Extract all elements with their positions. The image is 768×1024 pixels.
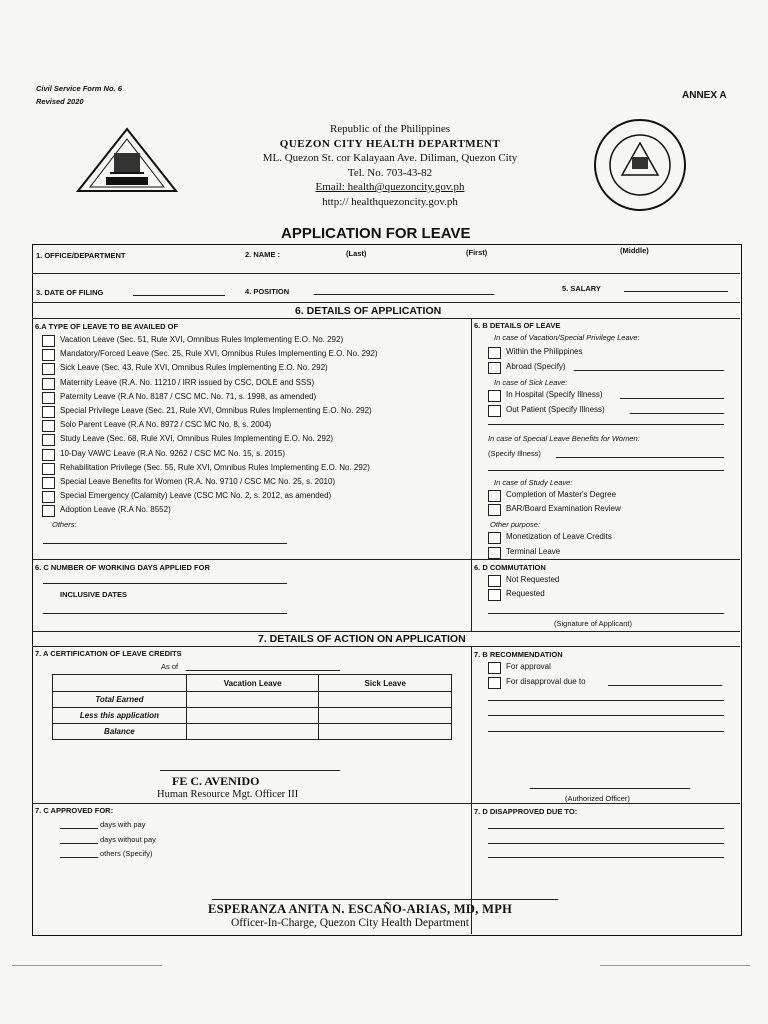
disapproval-reason-input[interactable]: [608, 685, 722, 686]
for-approval-checkbox[interactable]: [488, 662, 501, 674]
monetization-label: Monetization of Leave Credits: [506, 532, 612, 541]
terminal-checkbox[interactable]: [488, 547, 501, 559]
oic-name: ESPERANZA ANITA N. ESCAÑO-ARIAS, MD, MPH: [208, 902, 513, 916]
letterhead-tel: Tel. No. 703-43-82: [347, 166, 433, 179]
total-earned-sick-cell[interactable]: [319, 692, 452, 708]
section7-title: 7. DETAILS OF ACTION ON APPLICATION: [258, 633, 466, 645]
less-application-sick-cell[interactable]: [319, 708, 452, 724]
row-balance: Balance: [53, 724, 187, 740]
days-without-pay-input[interactable]: [60, 843, 98, 844]
leave-type-checkbox[interactable]: [42, 434, 55, 446]
leave-type-checkbox[interactable]: [42, 477, 55, 489]
sick-case-label: In case of Sick Leave:: [494, 378, 568, 387]
col-sick-leave: Sick Leave: [319, 675, 452, 692]
others-specify-input[interactable]: [60, 857, 98, 858]
name-last-label: (Last): [346, 249, 367, 258]
not-requested-label: Not Requested: [506, 575, 560, 584]
form-id: Civil Service Form No. 6: [36, 84, 122, 93]
leave-type-label: Rehabilitation Privilege (Sec. 55, Rule XVI, Omnibus Rules Implementing E.O. No. 292): [60, 462, 370, 472]
section7d-title: 7. D DISAPPROVED DUE TO:: [474, 807, 578, 816]
leave-type-checkbox[interactable]: [42, 363, 55, 375]
col-vacation-leave: Vacation Leave: [186, 675, 319, 692]
bar-review-checkbox[interactable]: [488, 504, 501, 516]
women-case-label: In case of Special Leave Benefits for Women:: [488, 434, 640, 443]
leave-type-checkbox[interactable]: [42, 491, 55, 503]
position-label: 4. POSITION: [245, 287, 290, 296]
left-seal: [76, 127, 178, 195]
for-approval-label: For approval: [506, 662, 551, 671]
others-label: Others:: [52, 520, 77, 529]
right-seal-icon: [592, 117, 688, 213]
disapproved-reason-line-3[interactable]: [488, 857, 724, 858]
disapproved-reason-line-1[interactable]: [488, 828, 724, 829]
authorized-officer-label: (Authorized Officer): [565, 794, 630, 803]
in-hospital-label: In Hospital (Specify Illness): [506, 390, 603, 399]
office-label: 1. OFFICE/DEPARTMENT: [36, 251, 126, 260]
name-middle-label: (Middle): [620, 246, 649, 255]
leave-type-label: Special Privilege Leave (Sec. 21, Rule XVI, Omnibus Rules Implementing E.O. No. 292): [60, 406, 372, 415]
right-seal: [592, 117, 688, 213]
date-filing-label: 3. DATE OF FILING: [36, 288, 104, 297]
section7c-title: 7. C APPROVED FOR:: [35, 806, 114, 815]
letterhead-department: QUEZON CITY HEALTH DEPARTMENT: [279, 137, 501, 150]
section7b-title: 7. B RECOMMENDATION: [474, 650, 563, 659]
abroad-label: Abroad (Specify): [506, 362, 566, 371]
leave-type-checkbox[interactable]: [42, 335, 55, 347]
applicant-signature-label: (Signature of Applicant): [554, 619, 632, 628]
leave-type-label: 10-Day VAWC Leave (R.A No. 9262 / CSC MC No. 15, s. 2015): [60, 448, 285, 458]
masters-label: Completion of Master's Degree: [506, 490, 617, 499]
leave-type-label: Maternity Leave (R.A. No. 11210 / IRR issued by CSC, DOLE and SSS): [60, 377, 315, 387]
leave-type-label: Sick Leave (Sec. 43, Rule XVI, Omnibus Rules Implementing E.O. No. 292): [60, 363, 328, 373]
specify-illness-label: (Specify Illness): [488, 449, 541, 458]
section6d-title: 6. D COMMUTATION: [474, 563, 546, 572]
leave-type-checkbox[interactable]: [42, 392, 55, 404]
other-purpose-label: Other purpose:: [490, 520, 541, 529]
form-frame: [32, 244, 742, 936]
position-input[interactable]: [314, 294, 494, 295]
leave-type-checkbox[interactable]: [42, 406, 55, 418]
requested-label: Requested: [506, 589, 545, 598]
leave-type-checkbox[interactable]: [42, 449, 55, 461]
less-application-vacation-cell[interactable]: [186, 708, 319, 724]
inclusive-dates-label: INCLUSIVE DATES: [60, 590, 127, 599]
leave-type-label: Solo Parent Leave (R.A No. 8972 / CSC MC No. 8, s. 2004): [60, 420, 272, 430]
within-philippines-checkbox[interactable]: [488, 347, 501, 359]
letterhead: [260, 122, 520, 209]
letterhead-email: Email: health@quezoncity.gov.ph: [315, 181, 465, 193]
days-with-pay-label: days with pay: [100, 820, 146, 829]
row-total-earned: Total Earned: [53, 692, 187, 708]
for-disapproval-checkbox[interactable]: [488, 677, 501, 689]
bar-review-label: BAR/Board Examination Review: [506, 504, 621, 513]
specify-illness-input[interactable]: [556, 457, 724, 458]
requested-checkbox[interactable]: [488, 589, 501, 601]
leave-type-label: Vacation Leave (Sec. 51, Rule XVI, Omnibus Rules Implementing E.O. No. 292): [60, 335, 344, 344]
others-input[interactable]: [43, 543, 287, 544]
name-label: 2. NAME :: [245, 250, 281, 259]
out-patient-input[interactable]: [630, 413, 724, 414]
leave-type-checkbox[interactable]: [42, 505, 55, 517]
leave-type-checkbox[interactable]: [42, 378, 55, 390]
oic-signature-line[interactable]: [212, 899, 558, 900]
section6c-title: 6. C NUMBER OF WORKING DAYS APPLIED FOR: [35, 563, 210, 572]
total-earned-vacation-cell[interactable]: [186, 692, 319, 708]
date-filing-input[interactable]: [133, 295, 225, 296]
masters-checkbox[interactable]: [488, 490, 501, 502]
others-specify-label: others (Specify): [100, 849, 153, 858]
days-without-pay-label: days without pay: [100, 835, 156, 844]
leave-type-label: Adoption Leave (R.A No. 8552): [60, 505, 171, 515]
balance-sick-cell[interactable]: [319, 724, 452, 740]
salary-input[interactable]: [624, 291, 728, 292]
disapproved-reason-line-2[interactable]: [488, 843, 724, 844]
out-patient-checkbox[interactable]: [488, 405, 501, 417]
hr-officer-title: Human Resource Mgt. Officer III: [157, 789, 299, 800]
leave-type-label: Special Leave Benefits for Women (R.A. No. 9710 / CSC MC No. 25, s. 2010): [60, 477, 336, 486]
balance-vacation-cell[interactable]: [186, 724, 319, 740]
salary-label: 5. SALARY: [562, 284, 601, 293]
as-of-input[interactable]: [186, 670, 340, 671]
section6a-title: 6.A TYPE OF LEAVE TO BE AVAILED OF: [35, 322, 179, 331]
authorized-officer-signature-line[interactable]: [530, 788, 690, 789]
working-days-input[interactable]: [43, 583, 287, 584]
leave-type-label: Study Leave (Sec. 68, Rule XVI, Omnibus Rules Implementing E.O. No. 292): [60, 434, 334, 444]
annex-label: ANNEX A: [682, 90, 727, 101]
left-seal-icon: [76, 127, 178, 195]
days-with-pay-input[interactable]: [60, 828, 98, 829]
leave-credits-table: [52, 674, 452, 740]
name-first-label: (First): [466, 248, 488, 257]
for-disapproval-label: For disapproval due to: [506, 677, 586, 686]
abroad-input[interactable]: [574, 370, 724, 371]
vacation-case-label: In case of Vacation/Special Privilege Leave:: [494, 333, 640, 342]
hr-officer-name: FE C. AVENIDO: [172, 774, 260, 788]
letterhead-website: http:// healthquezoncity.gov.ph: [322, 195, 458, 208]
section7a-title: 7. A CERTIFICATION OF LEAVE CREDITS: [35, 649, 182, 658]
leave-type-checkbox[interactable]: [42, 463, 55, 475]
applicant-signature-line[interactable]: [488, 613, 724, 614]
oic-title: Officer-In-Charge, Quezon City Health Department: [231, 917, 469, 929]
letterhead-address: ML. Quezon St. cor Kalayaan Ave. Diliman, Quezon City: [262, 152, 518, 164]
form-revised: Revised 2020: [36, 97, 84, 106]
section6b-title: 6. B DETAILS OF LEAVE: [474, 321, 561, 330]
abroad-checkbox[interactable]: [488, 362, 501, 374]
letterhead-line1: Republic of the Philippines: [329, 123, 451, 135]
as-of-label: As of: [161, 662, 179, 671]
leave-type-checkbox[interactable]: [42, 349, 55, 361]
leave-type-label: Paternity Leave (R.A No. 8187 / CSC MC. No. 71, s. 1998, as amended): [60, 391, 317, 401]
hr-signature-line[interactable]: [160, 770, 340, 771]
form-title: APPLICATION FOR LEAVE: [281, 225, 471, 242]
leave-type-checkbox[interactable]: [42, 420, 55, 432]
out-patient-label: Out Patient (Specify Illness): [506, 405, 605, 414]
within-philippines-label: Within the Philippines: [506, 347, 583, 356]
row-less-application: Less this application: [53, 708, 187, 724]
study-case-label: In case of Study Leave:: [494, 478, 573, 487]
not-requested-checkbox[interactable]: [488, 575, 501, 587]
terminal-label: Terminal Leave: [506, 547, 561, 556]
monetization-checkbox[interactable]: [488, 532, 501, 544]
leave-type-label: Mandatory/Forced Leave (Sec. 25, Rule XVI, Omnibus Rules Implementing E.O. No. 292): [60, 349, 378, 359]
leave-type-label: Special Emergency (Calamity) Leave (CSC MC No. 2, s. 2012, as amended): [60, 491, 332, 501]
in-hospital-input[interactable]: [620, 398, 724, 399]
in-hospital-checkbox[interactable]: [488, 390, 501, 402]
inclusive-dates-input[interactable]: [43, 613, 287, 614]
section6-title: 6. DETAILS OF APPLICATION: [295, 305, 442, 317]
